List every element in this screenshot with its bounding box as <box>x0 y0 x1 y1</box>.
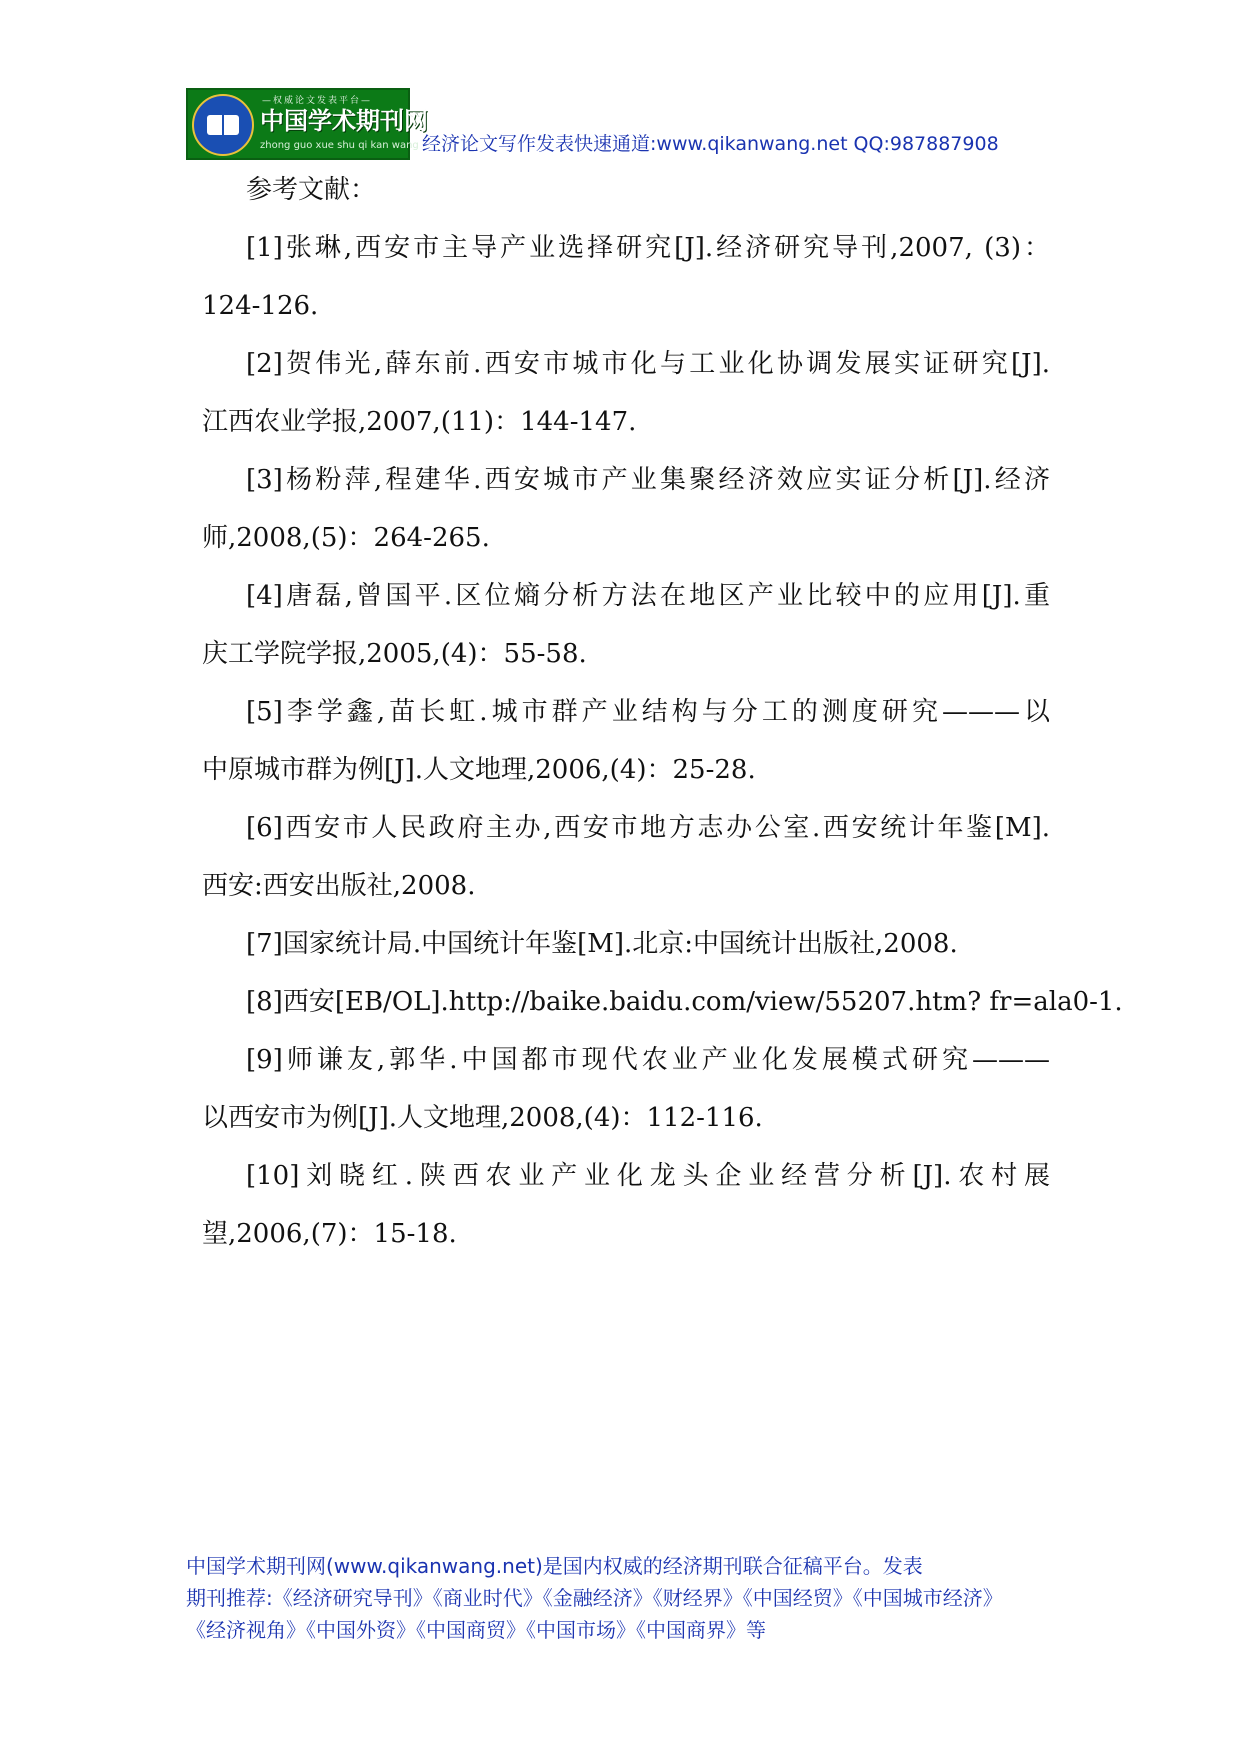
reference-line: [3]杨粉萍,程建华.西安城市产业集聚经济效应实证分析[J].经济 <box>246 465 1050 495</box>
reference-line: 江西农业学报,2007,(11)：144-147. <box>202 407 637 437</box>
reference-line: [1]张琳,西安市主导产业选择研究[J].经济研究导刊,2007, (3)： <box>246 233 1050 263</box>
reference-line: [4]唐磊,曾国平.区位熵分析方法在地区产业比较中的应用[J].重 <box>246 581 1050 611</box>
reference-line: [2]贺伟光,薛东前.西安市城市化与工业化协调发展实证研究[J]. <box>246 349 1050 379</box>
reference-line: [8]西安[EB/OL].http://baike.baidu.com/view/55207.htm? fr=ala0-1. <box>246 987 1123 1017</box>
logo-name: 中国学术期刊网 <box>260 107 428 135</box>
reference-line: [6]西安市人民政府主办,西安市地方志办公室.西安统计年鉴[M]. <box>246 813 1050 843</box>
reference-line: [9]师谦友,郭华.中国都市现代农业产业化发展模式研究——— <box>246 1045 1050 1075</box>
logo-pinyin: zhong guo xue shu qi kan wang <box>260 140 419 151</box>
reference-line: 西安:西安出版社,2008. <box>202 871 476 901</box>
reference-line: [7]国家统计局.中国统计年鉴[M].北京:中国统计出版社,2008. <box>246 929 958 959</box>
reference-line: 庆工学院学报,2005,(4)：55-58. <box>202 639 587 669</box>
footer-line: 《经济视角》《中国外资》《中国商贸》《中国市场》《中国商界》等 <box>186 1618 766 1642</box>
reference-line: 望,2006,(7)：15-18. <box>202 1219 457 1249</box>
footer-line: 期刊推荐:《经济研究导刊》《商业时代》《金融经济》《财经界》《中国经贸》《中国城市经济》 <box>186 1586 1003 1610</box>
site-logo[interactable] <box>186 88 428 160</box>
page-header <box>186 88 1066 160</box>
footer-line: 中国学术期刊网(www.qikanwang.net)是国内权威的经济期刊联合征稿平台。发表 <box>186 1554 923 1578</box>
reference-line: 师,2008,(5)：264-265. <box>202 523 490 553</box>
references-heading: 参考文献： <box>246 175 377 205</box>
reference-line: [10]刘晓红.陕西农业产业化龙头企业经营分析[J].农村展 <box>246 1161 1050 1191</box>
reference-line: 中原城市群为例[J].人文地理,2006,(4)：25-28. <box>202 755 756 785</box>
header-slogan: 经济论文写作发表快速通道:www.qikanwang.net QQ:987887908 <box>422 133 999 155</box>
reference-line: 以西安市为例[J].人文地理,2008,(4)：112-116. <box>202 1103 763 1133</box>
reference-line: 124-126. <box>202 291 319 321</box>
reference-line: [5]李学鑫,苗长虹.城市群产业结构与分工的测度研究———以 <box>246 697 1050 727</box>
book-emblem-icon <box>192 94 254 156</box>
logo-tagline: —权威论文发表平台— <box>262 96 373 106</box>
